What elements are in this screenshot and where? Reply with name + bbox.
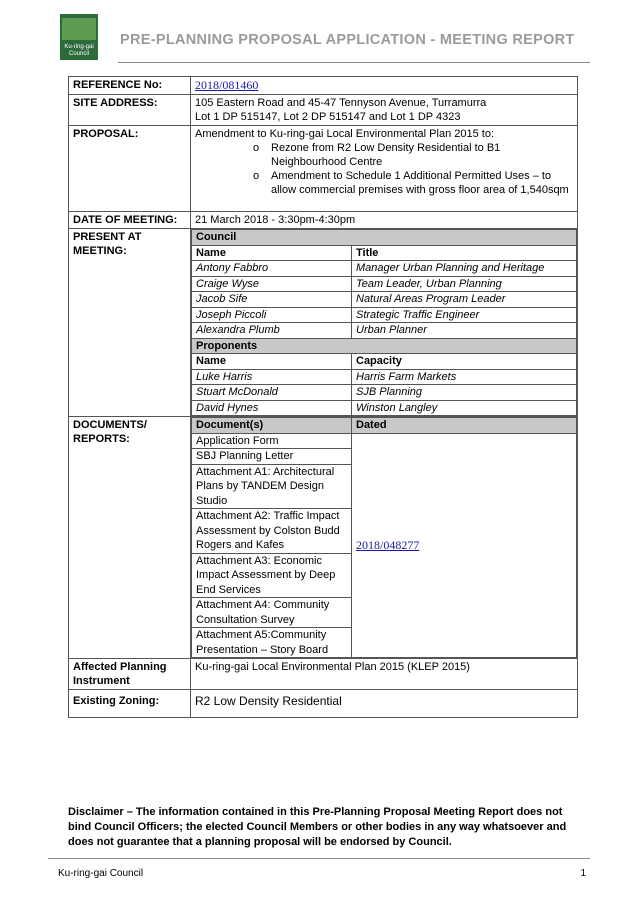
reference-label: REFERENCE No: (69, 77, 191, 95)
proponent-capacity: Winston Langley (352, 400, 577, 416)
site-address-row (69, 95, 578, 126)
attendee-row (192, 261, 577, 277)
document-item: Attachment A5:Community Presentation – Story Board (192, 628, 352, 658)
instrument-row (69, 659, 578, 690)
col-dated: Dated (352, 418, 577, 434)
col-title: Title (352, 245, 577, 261)
instrument-label: Affected Planning Instrument (69, 659, 191, 690)
date-row (69, 212, 578, 229)
attendee-title: Natural Areas Program Leader (352, 292, 577, 308)
site-address-label: SITE ADDRESS: (69, 95, 191, 126)
council-header: Council (192, 230, 577, 246)
attendees-table (191, 229, 577, 416)
col-capacity: Capacity (352, 354, 577, 370)
documents-label-line2: REPORTS: (73, 433, 130, 445)
dated-link[interactable]: 2018/048277 (356, 537, 420, 552)
header-divider (118, 62, 590, 63)
attendee-row (192, 276, 577, 292)
date-value: 21 March 2018 - 3:30pm-4:30pm (191, 212, 578, 229)
present-row (69, 229, 578, 417)
attendee-name: Craige Wyse (192, 276, 352, 292)
report-table (68, 76, 578, 718)
attendee-title: Team Leader, Urban Planning (352, 276, 577, 292)
logo-graphic (62, 18, 96, 40)
zoning-label: Existing Zoning: (69, 690, 191, 718)
col-name: Name (192, 245, 352, 261)
proponent-name: Luke Harris (192, 369, 352, 385)
council-logo (60, 14, 98, 60)
proposal-bullet: o Rezone from R2 Low Density Residential to B1 Neighbourhood Centre (253, 141, 573, 169)
proposal-intro: Amendment to Ku-ring-gai Local Environmental Plan 2015 to: (195, 128, 495, 140)
site-address-line1: 105 Eastern Road and 45-47 Tennyson Avenue, Turramurra (195, 97, 487, 109)
reference-row (69, 77, 578, 95)
page-title: PRE-PLANNING PROPOSAL APPLICATION - MEETING REPORT (120, 32, 575, 48)
proposal-row (69, 126, 578, 212)
attendee-name: Jacob Sife (192, 292, 352, 308)
proposal-bullet: o Amendment to Schedule 1 Additional Permitted Uses – to allow commercial premises with gross floor area of 1,540sqm (253, 169, 573, 197)
col-name: Name (192, 354, 352, 370)
documents-row (69, 417, 578, 659)
proposal-bullets (195, 141, 573, 197)
logo-text: Ku-ring-gai Council (64, 44, 94, 57)
footer-council-name: Ku-ring-gai Council (58, 868, 144, 879)
date-label: DATE OF MEETING: (69, 212, 191, 229)
attendee-title: Manager Urban Planning and Heritage (352, 261, 577, 277)
proponent-capacity: SJB Planning (352, 385, 577, 401)
proponent-capacity: Harris Farm Markets (352, 369, 577, 385)
documents-label-line1: DOCUMENTS/ (73, 419, 147, 431)
page-number: 1 (580, 868, 586, 879)
attendee-title: Urban Planner (352, 323, 577, 339)
proposal-label: PROPOSAL: (69, 126, 191, 212)
attendee-row (192, 307, 577, 323)
proponent-row (192, 385, 577, 401)
disclaimer-text: Disclaimer – The information contained in this Pre-Planning Proposal Meeting Report does not bind Council Officers; the elected Council Members or other bodies in any way whatsoever and does not guarantee that a planning proposal will be endorsed by Council. (68, 806, 567, 848)
document-item: Attachment A1: Architectural Plans by TANDEM Design Studio (192, 464, 352, 509)
document-item: Attachment A4: Community Consultation Survey (192, 598, 352, 628)
attendee-row (192, 292, 577, 308)
attendee-name: Antony Fabbro (192, 261, 352, 277)
document-item: Attachment A3: Economic Impact Assessment by Deep End Services (192, 553, 352, 598)
attendee-row (192, 323, 577, 339)
zoning-value: R2 Low Density Residential (191, 690, 578, 718)
proponent-name: Stuart McDonald (192, 385, 352, 401)
document-item: Attachment A2: Traffic Impact Assessment by Colston Budd Rogers and Kafes (192, 509, 352, 554)
present-label-line2: MEETING: (73, 245, 127, 257)
attendee-name: Alexandra Plumb (192, 323, 352, 339)
reference-link[interactable]: 2018/081460 (195, 78, 259, 92)
zoning-row (69, 690, 578, 718)
proponent-row (192, 400, 577, 416)
proponent-row (192, 369, 577, 385)
present-label-line1: PRESENT AT (73, 231, 142, 243)
attendee-name: Joseph Piccoli (192, 307, 352, 323)
attendee-title: Strategic Traffic Engineer (352, 307, 577, 323)
col-documents: Document(s) (192, 418, 352, 434)
footer-divider (48, 858, 590, 859)
site-address-line2: Lot 1 DP 515147, Lot 2 DP 515147 and Lot 1 DP 4323 (195, 111, 461, 123)
instrument-value: Ku-ring-gai Local Environmental Plan 2015 (KLEP 2015) (191, 659, 578, 690)
proponents-header: Proponents (192, 338, 577, 354)
documents-table (191, 417, 577, 658)
document-item: SBJ Planning Letter (192, 449, 352, 465)
document-item: Application Form (192, 433, 352, 449)
proponent-name: David Hynes (192, 400, 352, 416)
